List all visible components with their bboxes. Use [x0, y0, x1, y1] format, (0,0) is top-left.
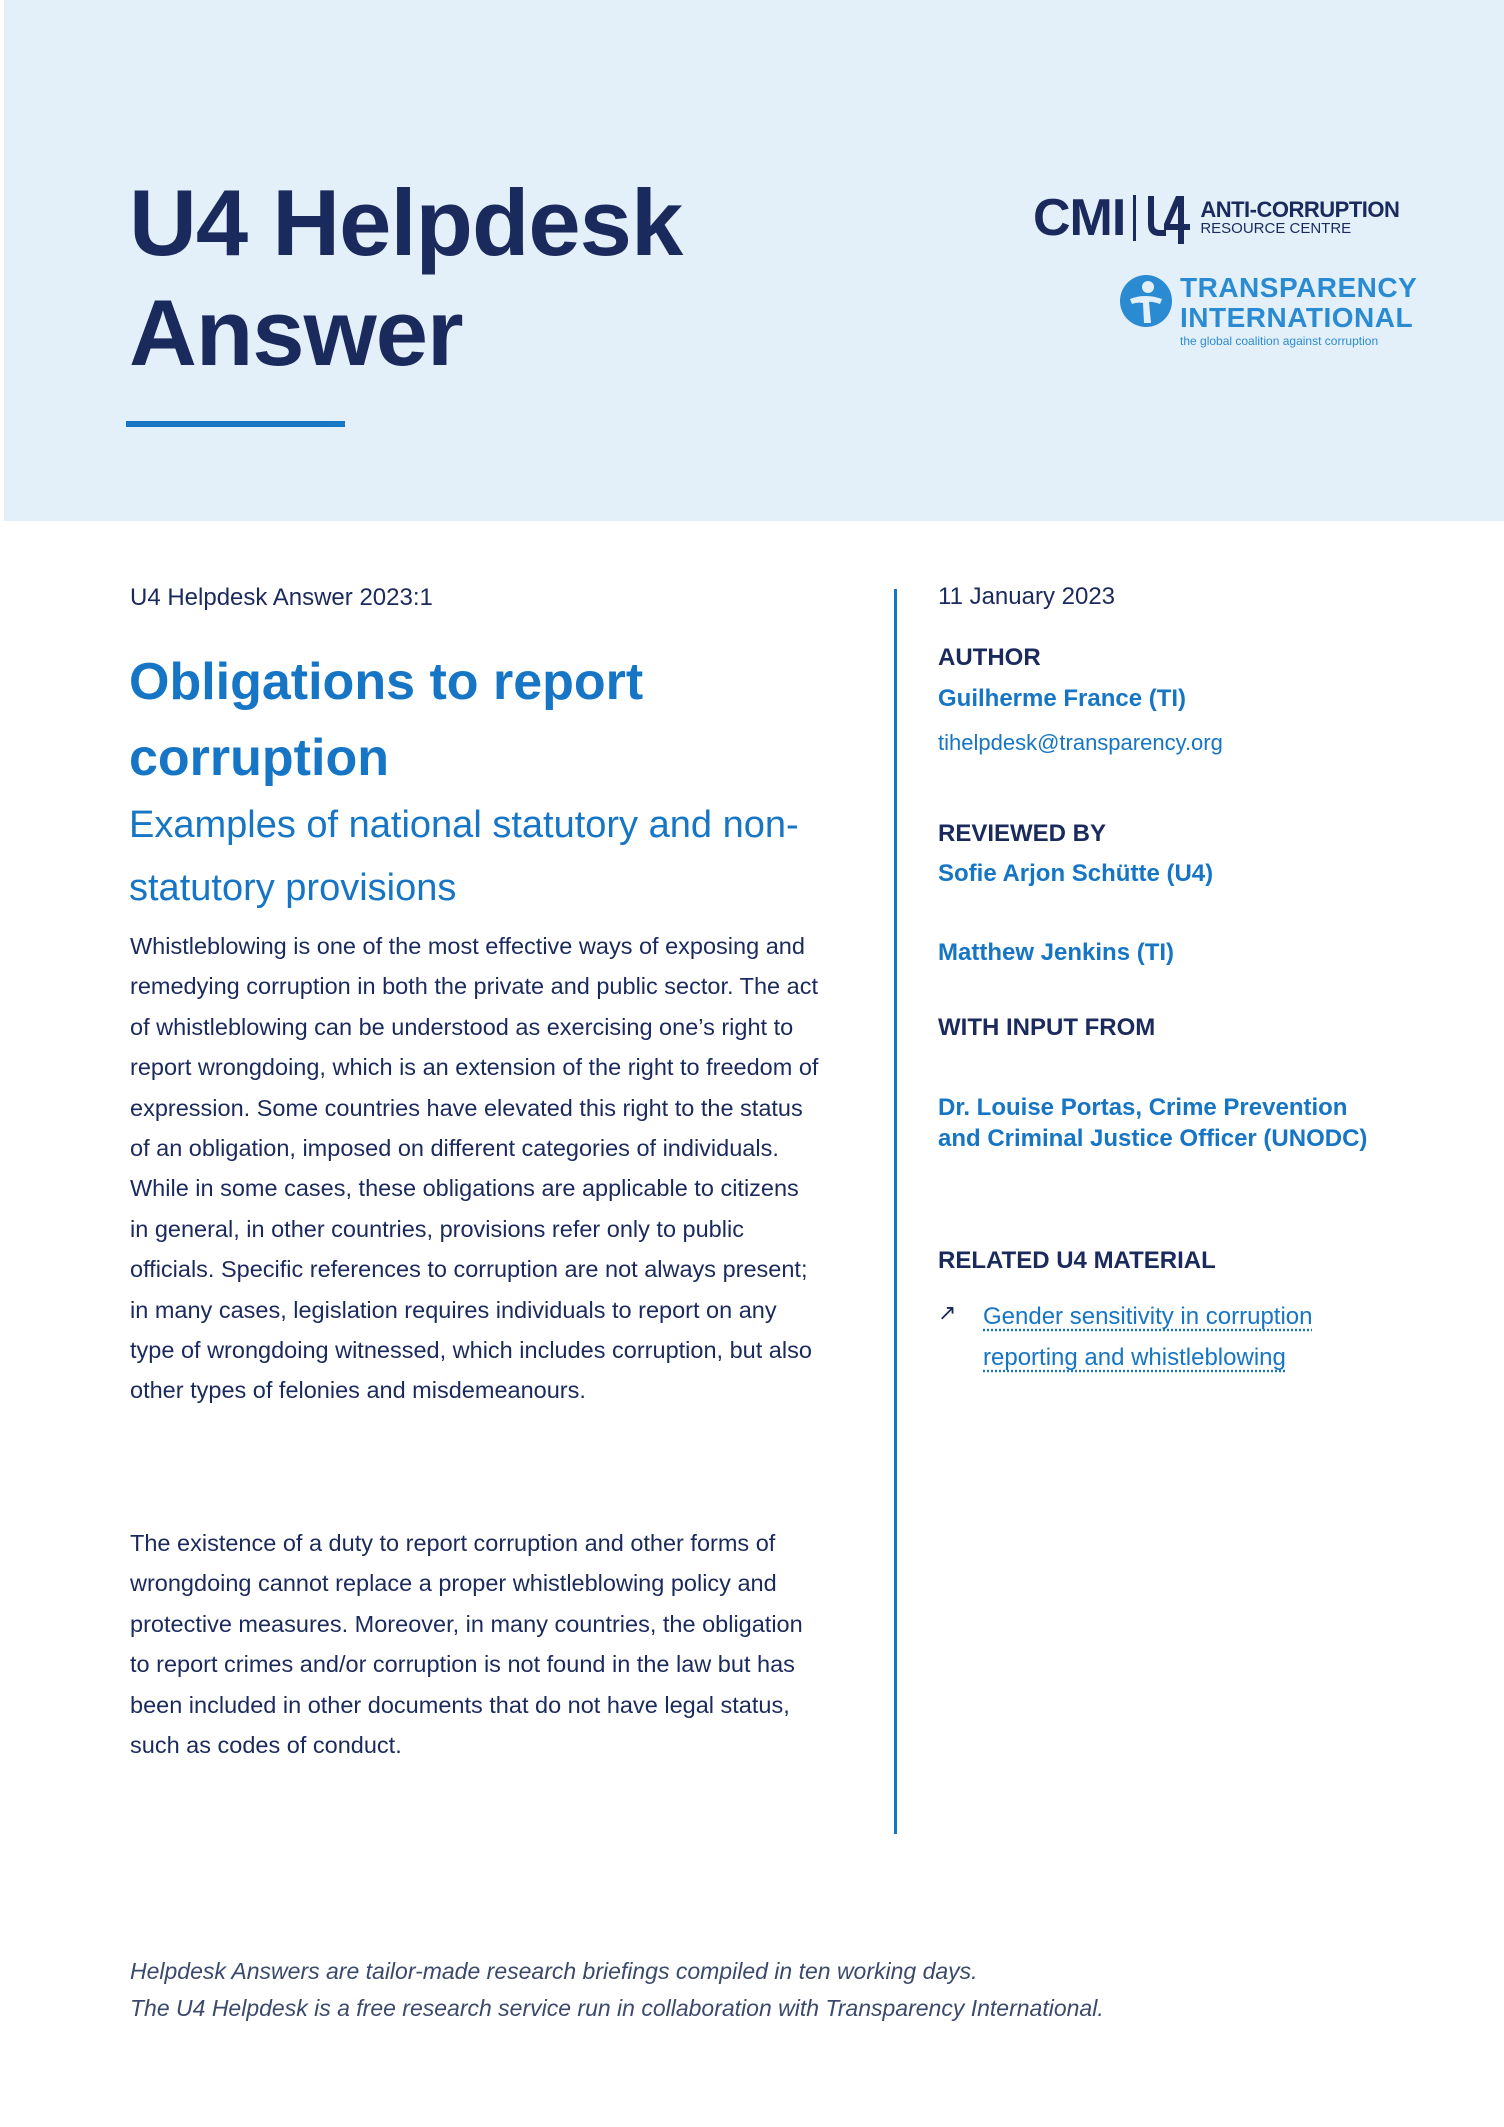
u4-logo-line2: RESOURCE CENTRE: [1200, 220, 1352, 237]
ti-logo-icon: [1118, 273, 1174, 329]
body-paragraph-1: Whistleblowing is one of the most effective ways of exposing and remedying corruption in both the private and public sector. The act of whistleblowing can be understood as exercising one’s right to report wrongdoing, which is an extension of the right to freedom of expression. Some countries have elevated this right to the status of an obligation, imposed on different categories of individuals. While in some cases, these obligations are applicable to citizens in general, in other countries, provisions refer only to public officials. Specific references to corruption are not always present; in many cases, legislation requires individuals to report on any type of wrongdoing witnessed, which includes corruption, but also other types of felonies and misdemeanours.: [130, 933, 819, 1404]
related-material-label: RELATED U4 MATERIAL: [938, 1247, 1216, 1274]
cmi-logo-text: CMI: [1033, 189, 1126, 247]
page-title: [129, 168, 682, 388]
document-title: Obligations to report corruption: [129, 653, 644, 787]
page-title-line2: Answer: [129, 280, 463, 385]
page-title-line1: U4 Helpdesk: [129, 170, 683, 275]
u4-logo-text: [1200, 199, 1399, 237]
column-divider: [894, 589, 897, 1834]
ti-logo-line2: INTERNATIONAL: [1180, 302, 1414, 333]
body-paragraph-2: The existence of a duty to report corruption and other forms of wrongdoing cannot replace a proper whistleblowing policy and protective measures. Moreover, in many countries, the obligation to report crimes and/or corruption is not found in the law but has been included in other documents that do not have legal status, such as codes of conduct.: [130, 1530, 803, 1759]
u4-logo-line1: ANTI-CORRUPTION: [1200, 197, 1400, 222]
author-name: Guilherme France (TI): [938, 685, 1187, 712]
author-label: AUTHOR: [938, 644, 1041, 671]
author-email-link[interactable]: tihelpdesk@transparency.org: [938, 730, 1223, 755]
document-subtitle: Examples of national statutory and non-statutory provisions: [129, 804, 799, 909]
cmi-u4-logo: [1033, 190, 1399, 246]
reviewer-name-2: Matthew Jenkins (TI): [938, 939, 1175, 966]
external-arrow-icon: ↗: [938, 1300, 957, 1325]
ti-logo-line1: TRANSPARENCY: [1180, 272, 1418, 303]
footer-line-1: Helpdesk Answers are tailor-made research briefings compiled in ten working days.: [130, 1958, 978, 1984]
series-number: U4 Helpdesk Answer 2023:1: [130, 584, 433, 611]
with-input-from-label: WITH INPUT FROM: [938, 1014, 1156, 1041]
reviewed-by-label: REVIEWED BY: [938, 820, 1107, 847]
reviewer-name-1: Sofie Arjon Schütte (U4): [938, 860, 1214, 887]
publication-date: 11 January 2023: [938, 583, 1116, 610]
footer-line-2: The U4 Helpdesk is a free research service run in collaboration with Transparency International.: [130, 1995, 1104, 2021]
ti-logo: [1118, 272, 1418, 348]
input-contributor-name: Dr. Louise Portas, Crime Prevention and Criminal Justice Officer (UNODC): [938, 1094, 1368, 1152]
ti-logo-text: [1180, 273, 1417, 348]
footer-note: [130, 1953, 1104, 2027]
related-material-link[interactable]: Gender sensitivity in corruption reporting and whistleblowing: [983, 1303, 1313, 1371]
title-underline: [126, 421, 345, 427]
u4-logo-icon: [1144, 190, 1194, 246]
logo-divider: [1133, 195, 1136, 241]
ti-logo-tagline: the global coalition against corruption: [1180, 334, 1379, 348]
